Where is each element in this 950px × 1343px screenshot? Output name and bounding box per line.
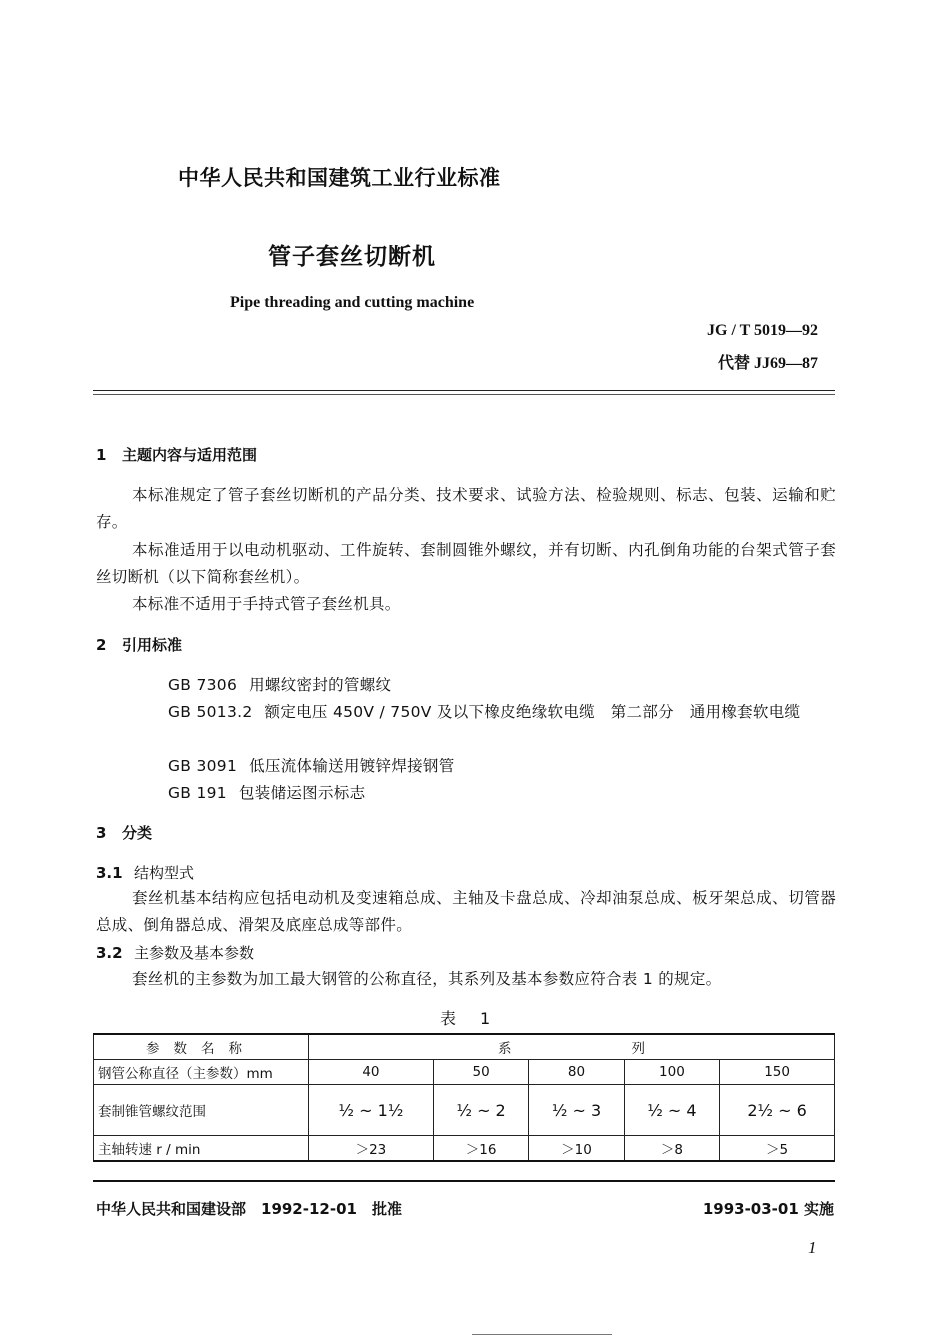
reference-item xyxy=(96,672,836,699)
section-title: 主题内容与适用范围 xyxy=(122,446,258,464)
table-cell: 80 xyxy=(529,1060,624,1085)
subsection-number: 3.2 xyxy=(96,944,123,962)
section-title: 引用标准 xyxy=(122,636,183,654)
table-cell: ＞5 xyxy=(720,1136,835,1162)
reference-item xyxy=(96,699,836,726)
table-cell: ＞16 xyxy=(433,1136,528,1162)
table-cell: ½ ~ 1½ xyxy=(309,1085,434,1136)
section-number: 1 xyxy=(96,446,107,464)
table-row xyxy=(94,1060,835,1085)
reference-item xyxy=(96,780,836,807)
header-divider-thin xyxy=(93,394,835,395)
row-label: 钢管公称直径（主参数）mm xyxy=(94,1060,309,1085)
section-1-paragraph-2: 本标准适用于以电动机驱动、工件旋转、套制圆锥外螺纹，并有切断、内孔倒角功能的台架式管子套丝切断机（以下简称套丝机）。 xyxy=(96,541,836,586)
table-cell: 150 xyxy=(720,1060,835,1085)
parameter-table xyxy=(93,1033,835,1162)
table-header-row xyxy=(94,1034,835,1060)
subsection-3-1-text: 套丝机基本结构应包括电动机及变速箱总成、主轴及卡盘总成、冷却油泵总成、板牙架总成、切管器总成、倒角器总成、滑架及底座总成等部件。 xyxy=(96,889,836,934)
section-3-heading xyxy=(96,822,152,843)
subsection-3-2-heading xyxy=(96,942,254,963)
page-number: 1 xyxy=(808,1238,817,1257)
section-1-heading xyxy=(96,444,257,465)
subsection-title: 结构型式 xyxy=(134,864,195,882)
title-chinese: 管子套丝切断机 xyxy=(268,244,436,270)
title-english: Pipe threading and cutting machine xyxy=(230,294,475,311)
table-cell: ½ ~ 3 xyxy=(529,1085,624,1136)
reference-text: 用螺纹密封的管螺纹 xyxy=(249,676,392,694)
subsection-title: 主参数及基本参数 xyxy=(134,944,255,962)
approval-line: 中华人民共和国建设部 1992-12-01 批准 xyxy=(96,1200,402,1218)
table-cell: 2½ ~ 6 xyxy=(720,1085,835,1136)
header-divider xyxy=(93,390,835,391)
section-number: 2 xyxy=(96,636,107,654)
subsection-3-2-text: 套丝机的主参数为加工最大钢管的公称直径，其系列及基本参数应符合表 1 的规定。 xyxy=(132,970,722,988)
table-cell: ½ ~ 4 xyxy=(624,1085,719,1136)
reference-item xyxy=(96,753,836,780)
table-header-cell: 参数名称 xyxy=(94,1034,309,1060)
table-title: 表 1 xyxy=(440,1009,495,1028)
table-cell: ½ ~ 2 xyxy=(433,1085,528,1136)
reference-code: GB 7306 xyxy=(168,676,238,694)
standard-code: JG / T 5019—92 xyxy=(707,322,818,339)
section-number: 3 xyxy=(96,824,107,842)
table-header-cell: 系列 xyxy=(309,1034,835,1060)
section-2-heading xyxy=(96,634,182,655)
subsection-number: 3.1 xyxy=(96,864,123,882)
table-cell: 50 xyxy=(433,1060,528,1085)
reference-text: 低压流体输送用镀锌焊接钢管 xyxy=(249,757,455,775)
reference-code: GB 5013.2 xyxy=(168,703,253,721)
table-row xyxy=(94,1136,835,1162)
bottom-mark xyxy=(472,1334,612,1335)
table-cell: ＞10 xyxy=(529,1136,624,1162)
row-label: 主轴转速 r / min xyxy=(94,1136,309,1162)
section-1-paragraph-3: 本标准不适用于手持式管子套丝机具。 xyxy=(132,595,401,613)
row-label: 套制锥管螺纹范围 xyxy=(94,1085,309,1136)
table-cell: 40 xyxy=(309,1060,434,1085)
table-cell: ＞23 xyxy=(309,1136,434,1162)
table-cell: ＞8 xyxy=(624,1136,719,1162)
reference-code: GB 191 xyxy=(168,784,227,802)
table-row xyxy=(94,1085,835,1136)
section-title: 分类 xyxy=(122,824,153,842)
section-1-paragraph-1: 本标准规定了管子套丝切断机的产品分类、技术要求、试验方法、检验规则、标志、包装、运输和贮存。 xyxy=(96,486,836,531)
reference-code: GB 3091 xyxy=(168,757,238,775)
effective-date: 1993-03-01 实施 xyxy=(702,1200,834,1218)
footer-divider xyxy=(93,1180,835,1182)
table-cell: 100 xyxy=(624,1060,719,1085)
subsection-3-1-heading xyxy=(96,862,194,883)
issuing-org: 中华人民共和国建筑工业行业标准 xyxy=(178,166,501,190)
reference-text: 额定电压 450V / 750V 及以下橡皮绝缘软电缆 第二部分 通用橡套软电缆 xyxy=(264,703,801,721)
reference-text: 包装储运图示标志 xyxy=(238,784,366,802)
replaces-code: 代替 JJ69—87 xyxy=(717,355,818,372)
